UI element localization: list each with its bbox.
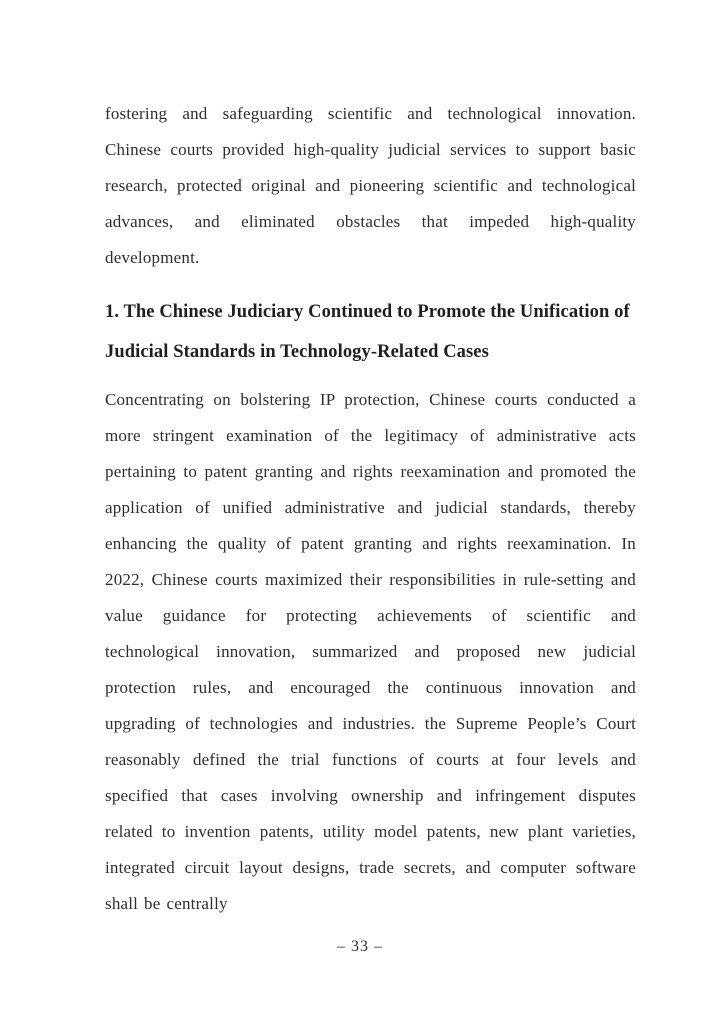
page-number: – 33 – xyxy=(337,938,383,955)
section-heading: 1. The Chinese Judiciary Continued to Promote the Unification of Judicial Standards in Technology-Related Cases xyxy=(105,302,630,362)
paragraph-body: Concentrating on bolstering IP protection, Chinese courts conducted a more stringent examination of the legitimacy of administrative acts pertaining to patent granting and rights reexamination and promoted the application of unified administrative and judicial standards, thereby enhancing the quality of patent granting and rights reexamination. In 2022, Chinese courts maximized their responsibilities in rule-setting and value guidance for protecting achievements of scientific and technological innovation, summarized and proposed new judicial protection rules, and encouraged the continuous innovation and upgrading of technologies and industries. the Supreme People’s Court reasonably defined the trial functions of courts at four levels and specified that cases involving ownership and infringement disputes related to invention patents, utility model patents, new plant varieties, integrated circuit layout designs, trade secrets, and computer software shall be centrally xyxy=(105,390,636,913)
paragraph-intro: fostering and safeguarding scientific and technological innovation. Chinese courts provided high-quality judicial services to support basic research, protected original and pioneering scientific and technological advances, and eliminated obstacles that impeded high-quality development. xyxy=(105,104,636,267)
